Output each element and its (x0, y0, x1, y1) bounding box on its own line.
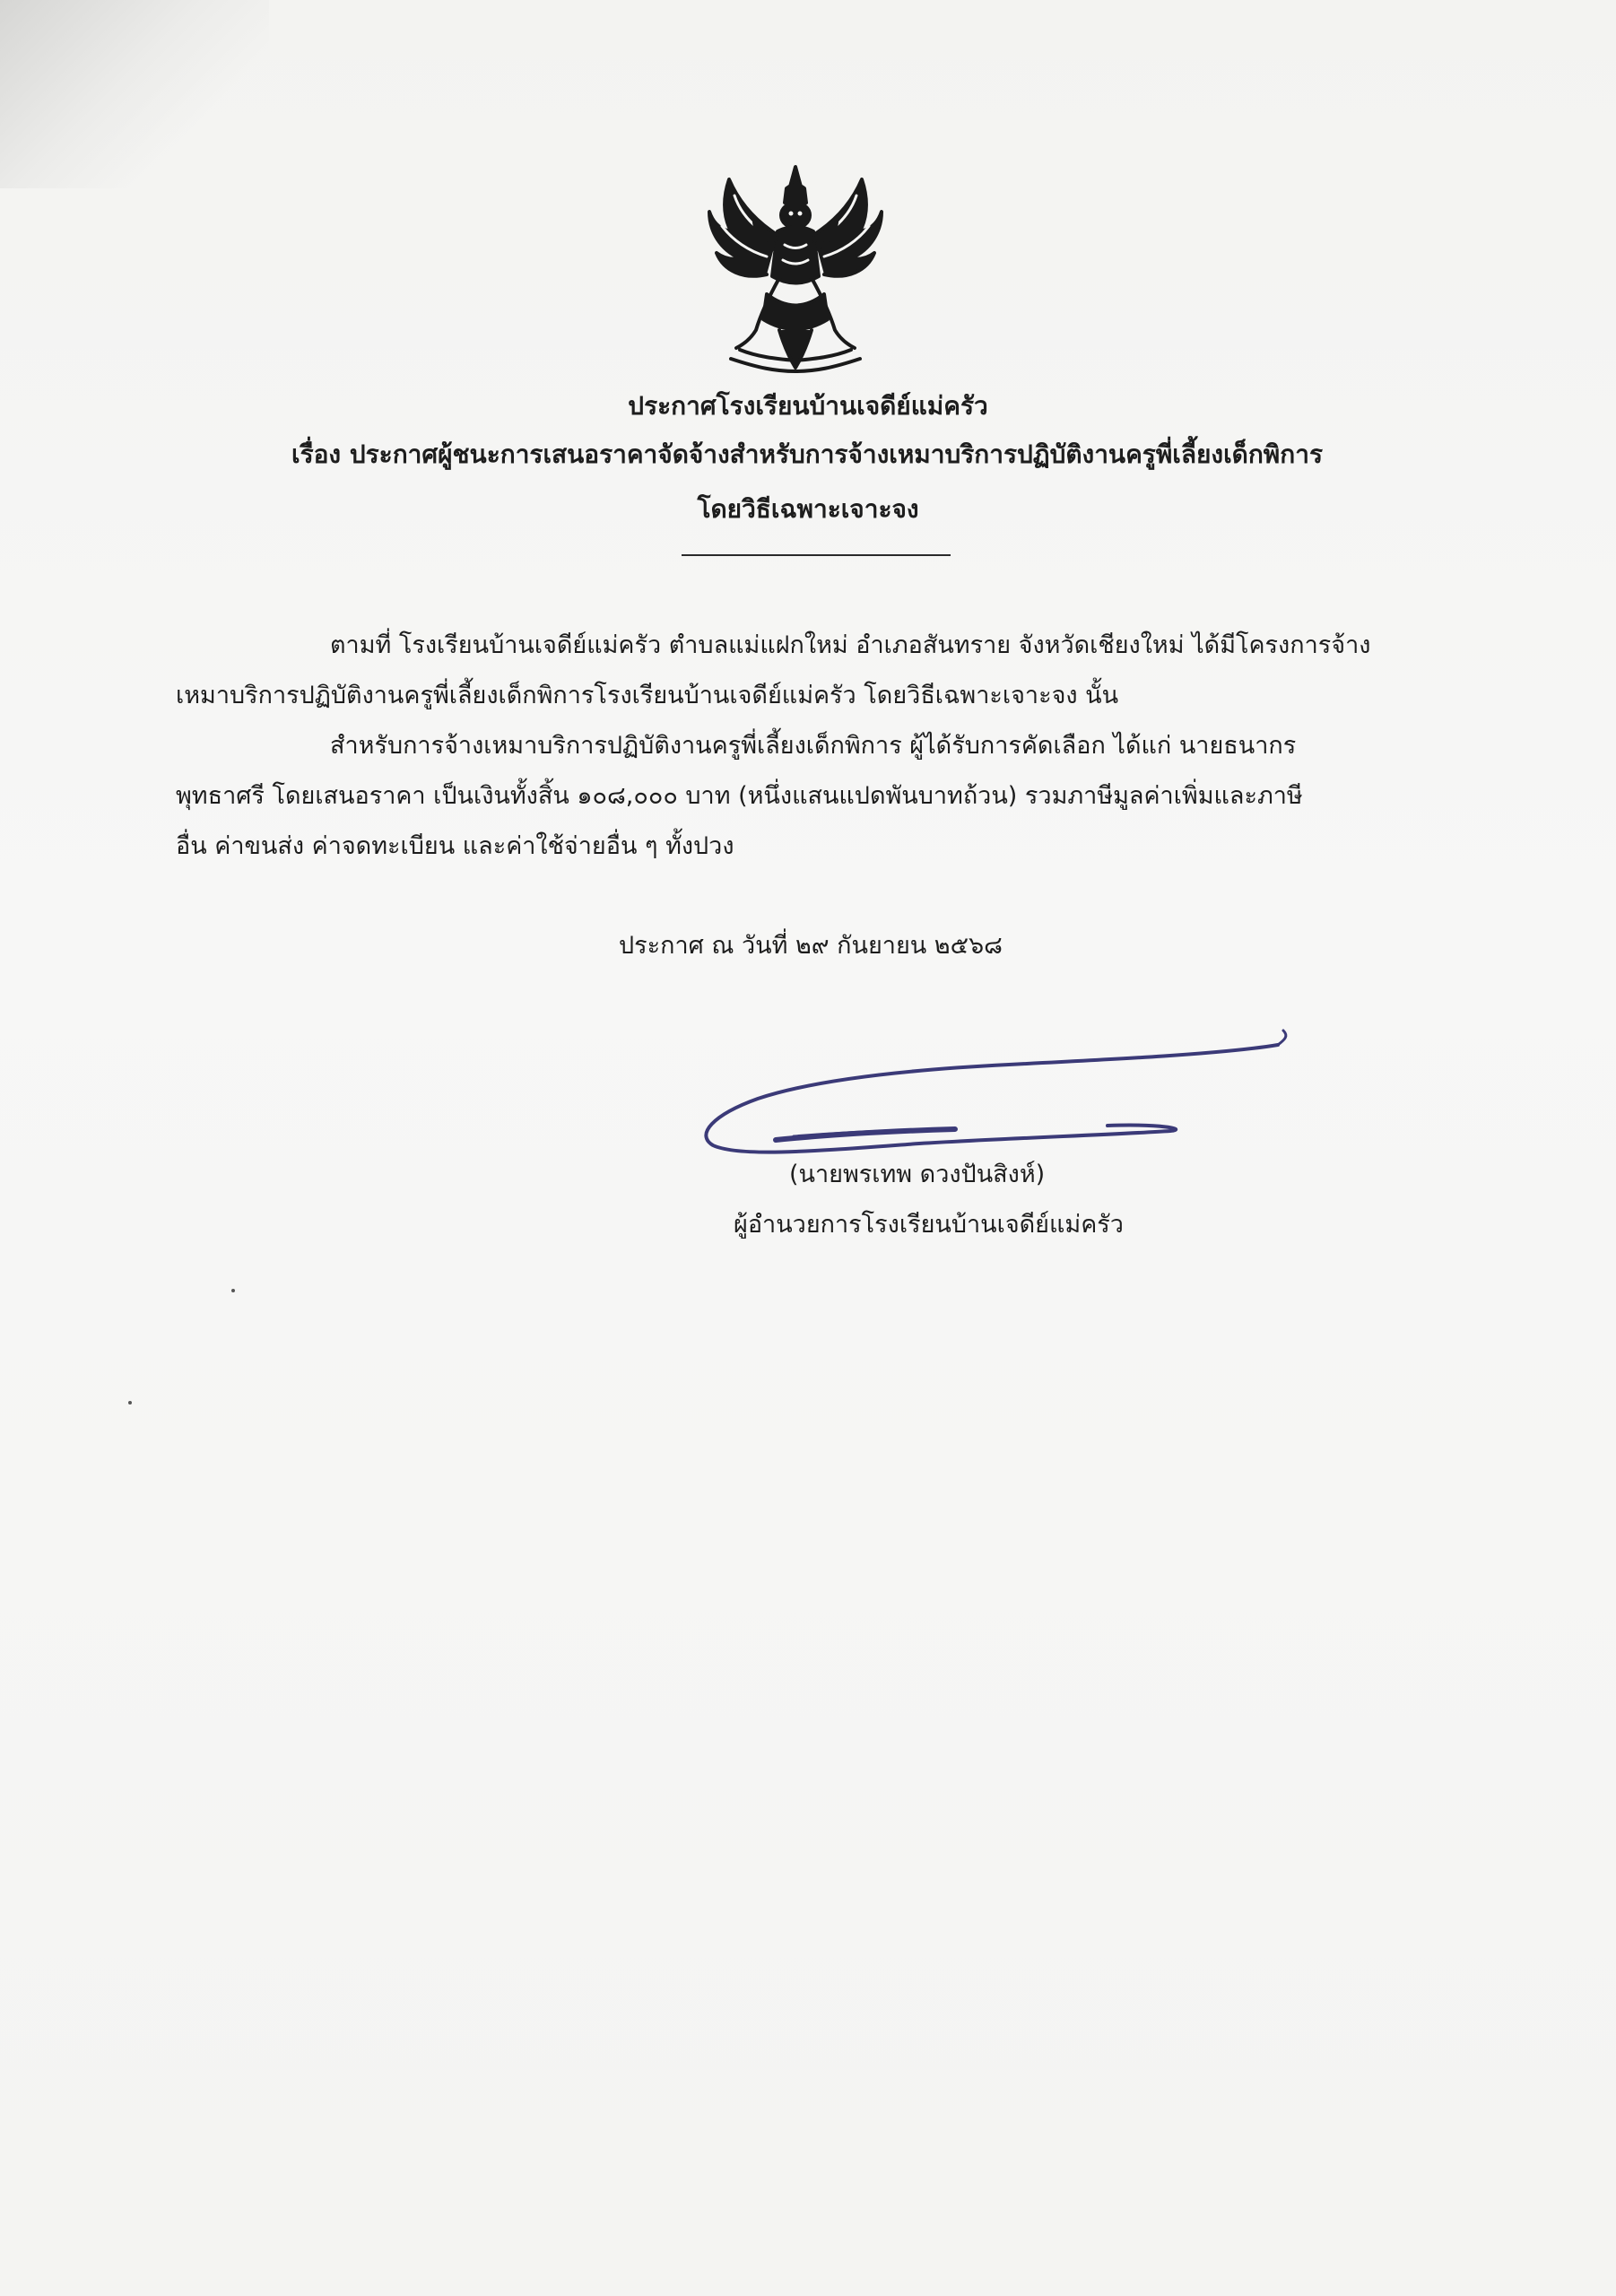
paragraph1-line2: เหมาบริการปฏิบัติงานครูพี่เลี้ยงเด็กพิการโรงเรียนบ้านเจดีย์แม่ครัว โดยวิธีเฉพาะเจาะจง นั้น (176, 682, 1119, 709)
paragraph2-line3: อื่น ค่าขนส่ง ค่าจดทะเบียน และค่าใช้จ่ายอื่น ๆ ทั้งปวง (176, 832, 734, 860)
page-corner-shadow (0, 0, 269, 188)
announcement-subject: เรื่อง ประกาศผู้ชนะการเสนอราคาจัดจ้างสำหรับการจ้างเหมาบริการปฏิบัติงานครูพี่เลี้ยงเด็กพิการ (291, 439, 1323, 469)
paragraph2-line1: สำหรับการจ้างเหมาบริการปฏิบัติงานครูพี่เลี้ยงเด็กพิการ ผู้ได้รับการคัดเลือก ได้แก่ นายธนากร (330, 732, 1297, 760)
announcement-date: ประกาศ ณ วันที่ ๒๙ กันยายน ๒๕๖๘ (619, 932, 1003, 960)
paragraph1-line1: ตามที่ โรงเรียนบ้านเจดีย์แม่ครัว ตำบลแม่แฝกใหม่ อำเภอสันทราย จังหวัดเชียงใหม่ ได้มีโครงการจ้าง (330, 631, 1371, 659)
procurement-method: โดยวิธีเฉพาะเจาะจง (697, 494, 919, 524)
announcement-heading: ประกาศโรงเรียนบ้านเจดีย์แม่ครัว (628, 391, 988, 421)
handwritten-signature (686, 1000, 1296, 1161)
garuda-emblem-icon (704, 160, 888, 375)
signer-position: ผู้อำนวยการโรงเรียนบ้านเจดีย์แม่ครัว (734, 1211, 1124, 1239)
signer-name: (นายพรเทพ ดวงปันสิงห์) (789, 1161, 1046, 1188)
scan-speck (128, 1401, 132, 1405)
scan-speck (231, 1289, 235, 1292)
paragraph2-line2: พุทธาศรี โดยเสนอราคา เป็นเงินทั้งสิ้น ๑๐๘,๐๐๐ บาท (หนึ่งแสนแปดพันบาทถ้วน) รวมภาษีมูลค่าเพิ่มและภาษี (176, 782, 1303, 810)
heading-divider (682, 554, 951, 556)
